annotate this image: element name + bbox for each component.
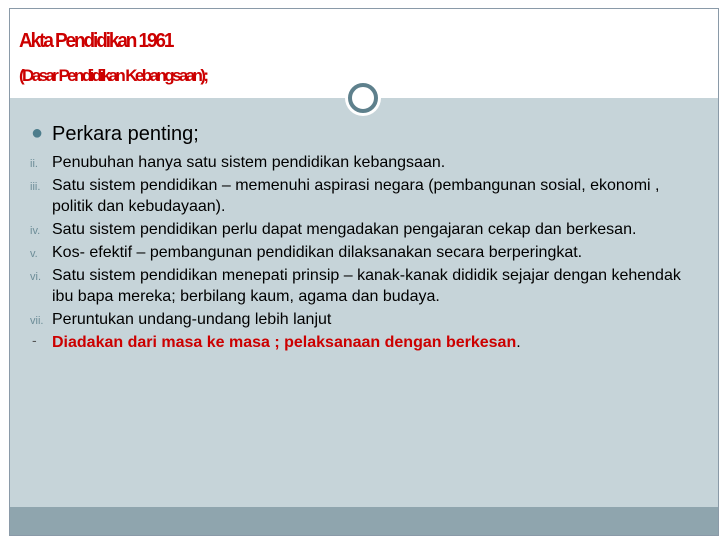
item-text: Penubuhan hanya satu sistem pendidikan kebangsaan. — [52, 154, 446, 171]
main-bullet — [30, 122, 700, 146]
item-number: v. — [30, 248, 38, 260]
item-text: Kos- efektif – pembangunan pendidikan dilaksanakan secara berperingkat. — [52, 244, 583, 261]
dash-item — [30, 332, 700, 353]
item-text: Peruntukan undang-undang lebih lanjut — [52, 311, 332, 328]
item-number: vi. — [30, 271, 41, 283]
slide-subtitle: (Dasar Pendidikan Kebangsaan); — [19, 66, 207, 85]
list-item — [30, 265, 700, 307]
bullet-icon: ● — [31, 122, 44, 144]
slide-title: Akta Pendidikan 1961 — [19, 30, 173, 53]
item-text: Satu sistem pendidikan menepati prinsip – kanak-kanak dididik sejajar dengan kehendak ibu bapa mereka; berbilang kaum, agama dan budaya. — [52, 267, 681, 305]
list-item — [30, 175, 700, 217]
item-number: iv. — [30, 225, 41, 237]
item-number: vii. — [30, 315, 44, 327]
content-list — [30, 122, 700, 355]
item-number: iii. — [30, 181, 41, 193]
list-item — [30, 152, 700, 173]
dash-item-text: Diadakan dari masa ke masa ; pelaksanaan dengan berkesan — [52, 334, 517, 351]
list-item — [30, 242, 700, 263]
item-text: Satu sistem pendidikan – memenuhi aspirasi negara (pembangunan sosial, ekonomi , politik dan kebudayaan). — [52, 177, 660, 215]
list-item — [30, 309, 700, 330]
list-item — [30, 219, 700, 240]
item-text: Satu sistem pendidikan perlu dapat mengadakan pengajaran cekap dan berkesan. — [52, 221, 637, 238]
dash-mark: - — [32, 332, 37, 348]
footer-band — [10, 507, 718, 535]
ring-icon — [343, 78, 383, 118]
item-number: ii. — [30, 158, 38, 170]
dash-item-suffix: . — [516, 334, 521, 351]
main-bullet-text: Perkara penting; — [52, 123, 199, 145]
